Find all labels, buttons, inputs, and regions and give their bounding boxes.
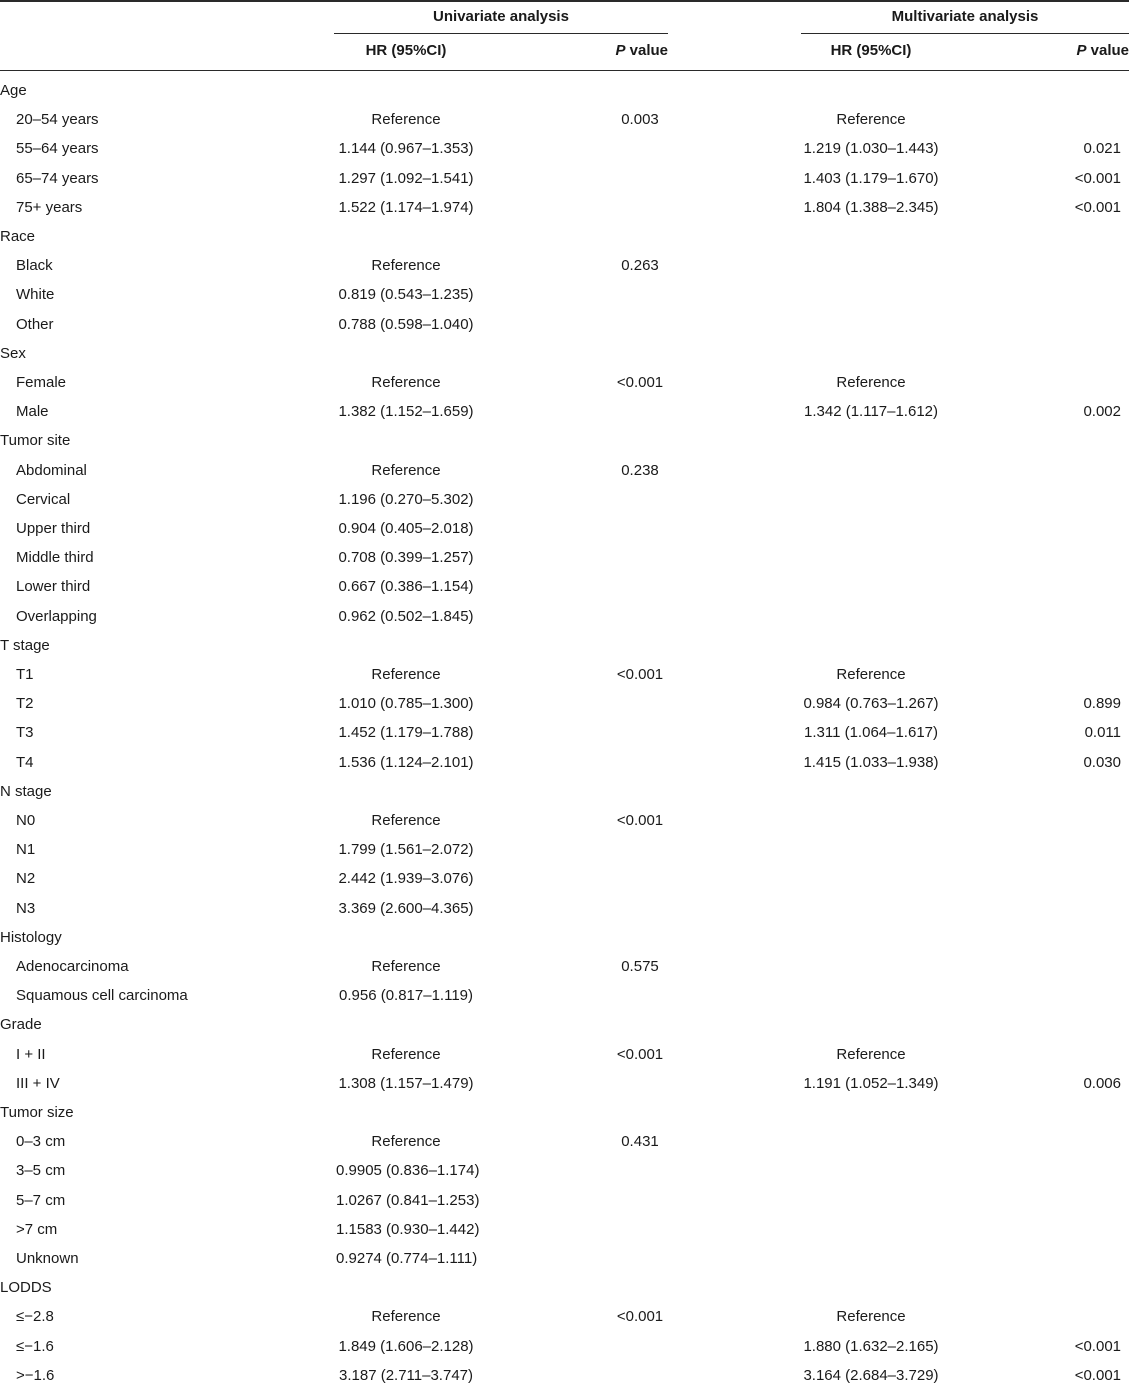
univariate-p: <0.001 <box>616 666 664 683</box>
multivariate-hr: 1.311 (1.064–1.617) <box>804 724 938 742</box>
table-row <box>0 251 1129 280</box>
table-group-row <box>0 631 1129 660</box>
category-label: Overlapping <box>16 607 97 625</box>
multivariate-p: 0.899 <box>1083 695 1121 713</box>
table-row <box>0 368 1129 397</box>
univariate-p: <0.001 <box>616 1308 664 1326</box>
univariate-p: 0.575 <box>621 958 659 975</box>
univariate-hr: 1.522 (1.174–1.974) <box>338 198 474 216</box>
univariate-hr: Reference <box>371 666 441 683</box>
multivariate-p: 0.006 <box>1083 1074 1121 1092</box>
table-group-row <box>0 76 1129 105</box>
category-label: Upper third <box>16 520 91 537</box>
table-row <box>0 134 1129 163</box>
univariate-hr: Reference <box>371 1045 441 1063</box>
category-label: N3 <box>16 899 36 917</box>
category-label: Lower third <box>16 578 91 596</box>
category-label: T1 <box>16 666 34 683</box>
table-row <box>0 602 1129 631</box>
category-label: T2 <box>16 695 34 713</box>
table-row <box>0 1186 1129 1215</box>
univariate-hr: Reference <box>371 257 441 275</box>
table-row <box>0 1127 1129 1156</box>
multivariate-p: 0.002 <box>1083 403 1121 421</box>
category-label: 0–3 cm <box>16 1133 66 1151</box>
univariate-hr: 0.788 (0.598–1.040) <box>338 315 474 333</box>
univariate-p-header <box>600 42 668 59</box>
univariate-hr: Reference <box>371 374 441 391</box>
table-row <box>0 1156 1129 1185</box>
univariate-header: Univariate analysis <box>433 8 569 25</box>
univariate-hr: Reference <box>371 958 441 975</box>
table-row <box>0 689 1129 718</box>
multivariate-hr: 0.984 (0.763–1.267) <box>803 695 939 713</box>
univariate-p: <0.001 <box>616 374 664 391</box>
univariate-hr: 1.196 (0.270–5.302) <box>338 490 474 508</box>
table-row <box>0 164 1129 193</box>
p-italic: P <box>1076 42 1087 59</box>
univariate-hr: 1.144 (0.967–1.353) <box>338 140 474 158</box>
multivariate-hr: Reference <box>836 111 906 129</box>
table-row <box>0 1332 1129 1361</box>
univariate-hr: 0.956 (0.817–1.119) <box>339 987 473 1005</box>
variable-label: Histology <box>0 928 62 946</box>
table-row <box>0 835 1129 864</box>
univariate-hr: 0.904 (0.405–2.018) <box>338 520 474 537</box>
multivariate-hr: Reference <box>836 666 906 683</box>
multivariate-hr: 1.415 (1.033–1.938) <box>803 753 939 771</box>
category-label: Cervical <box>16 490 71 508</box>
variable-label: Grade <box>0 1016 42 1034</box>
table-row <box>0 1215 1129 1244</box>
table-row <box>0 864 1129 893</box>
table-group-row <box>0 923 1129 952</box>
univariate-hr: 1.010 (0.785–1.300) <box>338 695 474 713</box>
variable-label: Race <box>0 228 36 245</box>
multivariate-hr: 1.403 (1.179–1.670) <box>803 169 939 187</box>
multivariate-hr: 1.804 (1.388–2.345) <box>803 198 939 216</box>
category-label: Adenocarcinoma <box>16 958 129 975</box>
univariate-p: 0.003 <box>621 111 659 129</box>
p-rest: value <box>1086 42 1129 59</box>
table-group-row <box>0 339 1129 368</box>
table-row <box>0 894 1129 923</box>
category-label: N0 <box>16 812 36 829</box>
univariate-hr: 1.536 (1.124–2.101) <box>338 753 474 771</box>
table-group-row <box>0 222 1129 251</box>
category-label: Squamous cell carcinoma <box>16 987 188 1005</box>
variable-label: Tumor size <box>0 1104 74 1121</box>
multivariate-p: 0.011 <box>1084 724 1121 742</box>
category-label: Middle third <box>16 549 94 567</box>
univariate-hr: 0.667 (0.386–1.154) <box>338 578 474 596</box>
table-group-row <box>0 1273 1129 1302</box>
univariate-hr: 2.442 (1.939–3.076) <box>338 870 474 888</box>
variable-label: T stage <box>0 636 50 654</box>
univariate-hr: 1.0267 (0.841–1.253) <box>336 1191 480 1209</box>
table-row <box>0 981 1129 1010</box>
table-row <box>0 1361 1129 1390</box>
univariate-hr: 1.308 (1.157–1.479) <box>338 1074 474 1092</box>
univariate-hr: 1.382 (1.152–1.659) <box>338 403 474 421</box>
table-row <box>0 1069 1129 1098</box>
table-row <box>0 310 1129 339</box>
category-label: N2 <box>16 870 36 888</box>
variable-label: Tumor site <box>0 432 71 450</box>
category-label: T3 <box>16 724 34 742</box>
table-row <box>0 1302 1129 1331</box>
multivariate-hr-header: HR (95%CI) <box>830 42 912 59</box>
univariate-hr: Reference <box>371 1308 441 1326</box>
univariate-p: 0.263 <box>621 257 659 275</box>
table-row <box>0 572 1129 601</box>
table-row <box>0 1040 1129 1069</box>
univariate-hr: 3.369 (2.600–4.365) <box>338 899 474 917</box>
category-label: >7 cm <box>16 1220 58 1238</box>
univariate-hr: 1.297 (1.092–1.541) <box>338 169 474 187</box>
category-label: 3–5 cm <box>16 1162 66 1180</box>
category-label: >−1.6 <box>16 1366 55 1384</box>
table-row <box>0 456 1129 485</box>
table-row <box>0 1244 1129 1273</box>
category-label: 55–64 years <box>16 140 99 158</box>
multivariate-hr: Reference <box>836 374 906 391</box>
category-label: Female <box>16 374 67 391</box>
category-label: Abdominal <box>16 461 87 479</box>
multivariate-hr: Reference <box>836 1308 906 1326</box>
category-label: Other <box>16 315 54 333</box>
univariate-hr: Reference <box>371 111 441 129</box>
category-label: White <box>16 286 55 304</box>
univariate-hr: Reference <box>371 1133 441 1151</box>
multivariate-p: <0.001 <box>1074 1337 1121 1355</box>
category-label: Black <box>16 257 53 275</box>
multivariate-p: <0.001 <box>1074 169 1121 187</box>
multivariate-hr: Reference <box>836 1045 906 1063</box>
category-label: III + IV <box>16 1074 60 1092</box>
header-bottom-rule <box>0 70 1129 71</box>
category-label: ≤−1.6 <box>16 1337 54 1355</box>
category-label: Male <box>16 403 49 421</box>
multivariate-hr: 3.164 (2.684–3.729) <box>803 1366 939 1384</box>
table-group-row <box>0 1010 1129 1039</box>
univariate-p: <0.001 <box>616 812 664 829</box>
table-row <box>0 748 1129 777</box>
variable-label: Sex <box>0 344 26 362</box>
multivariate-p-header <box>1060 42 1129 59</box>
p-rest: value <box>625 42 668 59</box>
univariate-p: 0.431 <box>621 1133 659 1151</box>
univariate-hr: 0.962 (0.502–1.845) <box>338 607 474 625</box>
table-row <box>0 485 1129 514</box>
multivariate-p: <0.001 <box>1074 1366 1121 1384</box>
univariate-hr: 0.9274 (0.774–1.111) <box>336 1250 478 1267</box>
table-group-row <box>0 1098 1129 1127</box>
multivariate-header: Multivariate analysis <box>891 8 1039 25</box>
multivariate-span-rule <box>801 33 1129 34</box>
table-row <box>0 397 1129 426</box>
univariate-hr: 0.819 (0.543–1.235) <box>338 286 474 304</box>
table-row <box>0 514 1129 543</box>
table-row <box>0 543 1129 572</box>
univariate-hr: 0.9905 (0.836–1.174) <box>336 1162 480 1180</box>
table-row <box>0 806 1129 835</box>
p-italic: P <box>615 42 626 59</box>
table-row <box>0 105 1129 134</box>
table-row <box>0 718 1129 747</box>
variable-label: Age <box>0 82 27 99</box>
table-row <box>0 280 1129 309</box>
univariate-hr: Reference <box>371 812 441 829</box>
univariate-hr: 1.799 (1.561–2.072) <box>338 841 474 859</box>
table-group-row <box>0 777 1129 806</box>
variable-label: LODDS <box>0 1279 52 1297</box>
multivariate-hr: 1.880 (1.632–2.165) <box>803 1337 939 1355</box>
category-label: I + II <box>16 1045 46 1063</box>
multivariate-hr: 1.219 (1.030–1.443) <box>803 140 939 158</box>
category-label: 5–7 cm <box>16 1191 66 1209</box>
multivariate-p: 0.021 <box>1083 140 1121 158</box>
univariate-hr: Reference <box>371 461 441 479</box>
category-label: ≤−2.8 <box>16 1308 54 1326</box>
category-label: N1 <box>16 841 36 859</box>
category-label: 65–74 years <box>16 169 99 187</box>
multivariate-p: <0.001 <box>1074 198 1121 216</box>
univariate-p: <0.001 <box>616 1045 664 1063</box>
table-group-row <box>0 426 1129 455</box>
top-rule <box>0 0 1129 2</box>
category-label: 75+ years <box>16 198 83 216</box>
univariate-hr: 1.1583 (0.930–1.442) <box>336 1220 480 1238</box>
variable-label: N stage <box>0 782 52 800</box>
univariate-span-rule <box>334 33 668 34</box>
table-row <box>0 193 1129 222</box>
univariate-hr-header: HR (95%CI) <box>365 42 447 59</box>
table-row <box>0 952 1129 981</box>
univariate-hr: 1.849 (1.606–2.128) <box>338 1337 474 1355</box>
multivariate-p: 0.030 <box>1083 753 1121 771</box>
category-label: Unknown <box>16 1250 79 1267</box>
univariate-hr: 1.452 (1.179–1.788) <box>338 724 474 742</box>
univariate-hr: 3.187 (2.711–3.747) <box>339 1366 473 1384</box>
univariate-p: 0.238 <box>621 461 659 479</box>
multivariate-hr: 1.191 (1.052–1.349) <box>803 1074 939 1092</box>
category-label: 20–54 years <box>16 111 99 129</box>
multivariate-hr: 1.342 (1.117–1.612) <box>804 403 938 421</box>
category-label: T4 <box>16 753 34 771</box>
table-row <box>0 660 1129 689</box>
univariate-hr: 0.708 (0.399–1.257) <box>338 549 474 567</box>
